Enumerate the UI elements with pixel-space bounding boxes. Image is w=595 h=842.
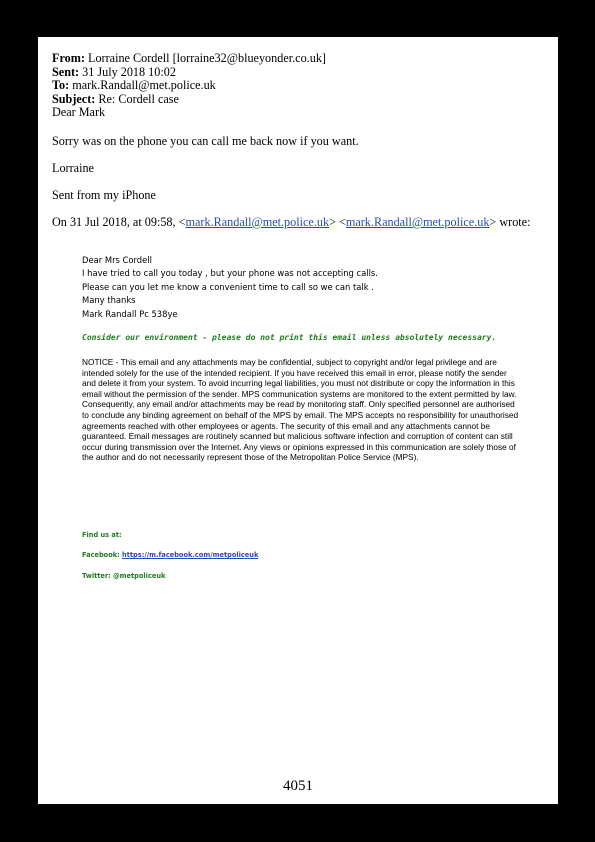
subject-line: Subject: Re: Cordell case [52,91,179,106]
quote-intro: On 31 Jul 2018, at 09:58, <mark.Randall@met.police.uk> <mark.Randall@met.police.uk> wrote: [52,215,531,229]
legal-notice: NOTICE - This email and any attachments may be confidential, subject to copyright and/or legal privilege and are intended solely for the use of the intended recipient. If you have received this email in error, please notify the sender and delete it from your system. To avoid incurring legal liabilities, you must not distribute or copy the information in this email without the permission of the sender. MPS communication systems are monitored to the extent permitted by law. Consequently, any email and/or attachments may be read by monitoring staff. Only specified personnel are authorised to conclude any binding agreement on behalf of the MPS by email. The MPS accepts no responsibility for unauthorised agreements reached with other employees or agents. The security of this email and any attachments cannot be guaranteed. Email messages are routinely scanned but malicious software infection and corruption of content can still occur during transmission over the Internet. Any views or opinions expressed in this communication are solely those of the author and do not necessarily represent those of the Metropolitan Police Service (MPS). [82,357,519,463]
to-value: mark.Randall@met.police.uk [72,78,216,92]
from-line: From: Lorraine Cordell [lorraine32@blueyonder.co.uk] [52,51,326,65]
sent-from: Sent from my iPhone [52,188,156,202]
find-us: Find us at: [82,531,122,539]
quote-link-2[interactable]: mark.Randall@met.police.uk [345,215,490,229]
subject-value: Re: Cordell case [98,91,179,106]
quoted-message [82,254,522,321]
quoted-line: Mark Randall Pc 538ye [82,308,178,319]
body-line: Sorry was on the phone you can call me back now if you want. [52,134,359,148]
twitter-line: Twitter: @metpoliceuk [82,572,166,580]
to-line: To: mark.Randall@met.police.uk [52,78,216,92]
email-header [52,52,552,120]
quoted-line: Please can you let me know a convenient time to call so we can talk . [82,281,374,292]
signoff: Lorraine [52,161,94,175]
facebook-link[interactable]: https://m.facebook.com/metpoliceuk [122,551,259,559]
greeting: Dear Mark [52,105,106,119]
from-value: Lorraine Cordell [lorraine32@blueyonder.co.uk] [88,51,326,65]
facebook-line: Facebook: https://m.facebook.com/metpoliceuk [82,551,259,559]
quote-link-1[interactable]: mark.Randall@met.police.uk [185,215,330,229]
environment-notice: Consider our environment - please do not print this email unless absolutely necessary. [82,333,497,342]
document-page [38,37,558,804]
page-number: 4051 [283,778,313,794]
quoted-line: Many thanks [82,295,136,306]
sent-line: Sent: 31 July 2018 10:02 [52,64,176,79]
sent-value: 31 July 2018 10:02 [82,64,176,79]
quoted-line: I have tried to call you today , but your phone was not accepting calls. [82,268,378,279]
quoted-line: Dear Mrs Cordell [82,255,152,265]
